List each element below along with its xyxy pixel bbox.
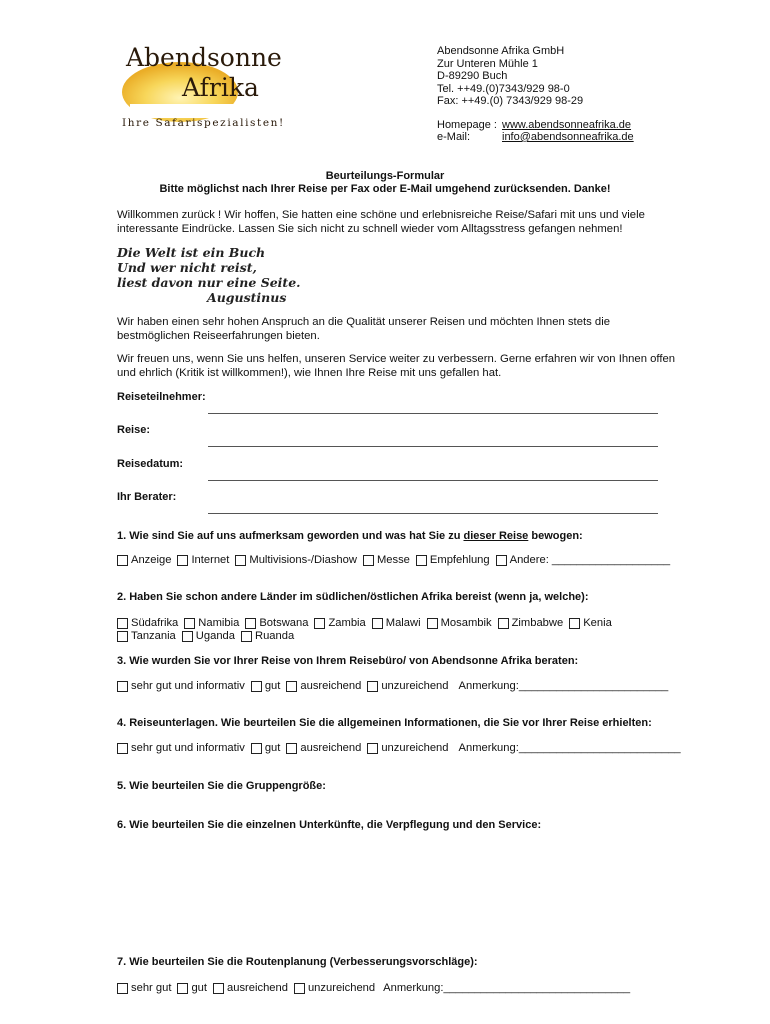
question-1-text: 1. Wie sind Sie auf uns aufmerksam geworden und was hat Sie zu: [117, 530, 464, 542]
checkbox[interactable]: [496, 555, 507, 566]
checkbox[interactable]: [182, 631, 193, 642]
question-6: 6. Wie beurteilen Sie die einzelnen Unterkünfte, die Verpflegung und den Service:: [117, 819, 542, 831]
option-item[interactable]: [117, 680, 245, 692]
option-label: Malawi: [385, 617, 421, 629]
option-label: Uganda: [195, 630, 235, 642]
checkbox[interactable]: [286, 743, 297, 754]
advisor-label: Ihr Berater:: [117, 491, 177, 503]
option-label: sehr gut und informativ: [131, 680, 245, 692]
sunset-logo-icon: [110, 34, 300, 134]
company-city: D-89290 Buch: [437, 70, 508, 82]
option-label: gut: [191, 982, 207, 994]
option-label: unzureichend: [307, 982, 376, 994]
question-3-remark[interactable]: Anmerkung:________________________: [458, 680, 669, 692]
question-5: 5. Wie beurteilen Sie die Gruppengröße:: [117, 780, 326, 792]
option-label: Anzeige: [131, 554, 172, 566]
checkbox[interactable]: [498, 618, 509, 629]
option-item[interactable]: [498, 617, 564, 629]
checkbox[interactable]: [184, 618, 195, 629]
option-label: Botswana: [259, 617, 309, 629]
option-label: gut: [264, 742, 281, 754]
date-label: Reisedatum:: [117, 458, 184, 470]
option-item[interactable]: [367, 742, 448, 754]
option-item[interactable]: [177, 982, 207, 994]
option-item[interactable]: [182, 630, 235, 642]
checkbox[interactable]: [241, 631, 252, 642]
question-3: 3. Wie wurden Sie vor Ihrer Reise von Ihrem Reisebüro/ von Abendsonne Afrika beraten:: [117, 655, 579, 667]
question-2-options-row-2: [117, 630, 300, 642]
option-item[interactable]: [241, 630, 294, 642]
checkbox[interactable]: [427, 618, 438, 629]
option-item[interactable]: [213, 982, 288, 994]
option-label: Zimbabwe: [511, 617, 564, 629]
checkbox[interactable]: [117, 681, 128, 692]
option-label: gut: [264, 680, 281, 692]
question-2-options-row-1: [117, 617, 618, 629]
checkbox[interactable]: [372, 618, 383, 629]
company-logo: [110, 34, 300, 134]
option-label: Zambia: [328, 617, 366, 629]
checkbox[interactable]: [286, 681, 297, 692]
question-1-underlined: dieser Reise: [463, 530, 529, 542]
checkbox[interactable]: [117, 555, 128, 566]
checkbox[interactable]: [569, 618, 580, 629]
company-fax: Fax: ++49.(0) 7343/929 98-29: [437, 95, 584, 107]
help-paragraph: Wir freuen uns, wenn Sie uns helfen, unseren Service weiter zu verbessern. Gerne erfahren wir von Ihnen offen und ehrlich (Kritik ist willkommen!), wie Ihnen Ihre Reise mit uns gefallen hat.: [117, 353, 676, 379]
welcome-paragraph: Willkommen zurück ! Wir hoffen, Sie hatten eine schöne und erlebnisreiche Reise/Safari mit uns und viele interessante Eindrücke. Lassen Sie sich nicht zu schnell wieder vom Alltagsstress gefangen nehmen!: [117, 209, 645, 235]
option-item[interactable]: [117, 742, 245, 754]
trip-field[interactable]: [208, 446, 658, 447]
quality-paragraph: Wir haben einen sehr hohen Anspruch an die Qualität unserer Reisen und möchten Ihnen stets die bestmöglichen Reiseerfahrungen bieten.: [117, 316, 610, 342]
question-4-remark[interactable]: Anmerkung:__________________________: [458, 742, 681, 754]
checkbox[interactable]: [117, 631, 128, 642]
option-item[interactable]: [496, 554, 671, 566]
option-label: Südafrika: [131, 617, 179, 629]
quote-line-3: liest davon nur eine Seite.: [117, 275, 301, 290]
option-item[interactable]: [427, 617, 492, 629]
option-item[interactable]: [367, 680, 448, 692]
advisor-field[interactable]: [208, 513, 658, 514]
quote-author: Augustinus: [207, 290, 287, 305]
checkbox[interactable]: [363, 555, 374, 566]
checkbox[interactable]: [117, 743, 128, 754]
option-label: unzureichend: [381, 742, 449, 754]
option-label: Andere: ___________________: [509, 554, 671, 566]
option-item[interactable]: [251, 742, 281, 754]
participant-field[interactable]: [208, 413, 658, 414]
question-7: 7. Wie beurteilen Sie die Routenplanung (Verbesserungsvorschläge):: [117, 956, 478, 968]
option-label: Multivisions-/Diashow: [249, 554, 357, 566]
option-label: Messe: [376, 554, 410, 566]
checkbox[interactable]: [117, 983, 128, 994]
option-label: Tanzania: [131, 630, 176, 642]
email-label: e-Mail:: [437, 131, 471, 143]
option-label: Kenia: [583, 617, 612, 629]
question-7-options: [117, 982, 630, 994]
option-label: Mosambik: [440, 617, 492, 629]
checkbox[interactable]: [367, 681, 378, 692]
option-item[interactable]: [416, 554, 490, 566]
question-2: 2. Haben Sie schon andere Länder im südlichen/östlichen Afrika bereist (wenn ja, welche):: [117, 591, 589, 603]
checkbox[interactable]: [117, 618, 128, 629]
question-1-options: [117, 554, 676, 566]
option-label: Ruanda: [255, 630, 295, 642]
option-label: Empfehlung: [429, 554, 490, 566]
trip-label: Reise:: [117, 424, 151, 436]
company-name: Abendsonne Afrika GmbH: [437, 45, 565, 57]
option-label: sehr gut: [131, 982, 172, 994]
checkbox[interactable]: [416, 555, 427, 566]
option-item[interactable]: [117, 630, 176, 642]
company-tel: Tel. ++49.(0)7343/929 98-0: [437, 82, 570, 95]
option-label: Namibia: [198, 617, 240, 629]
checkbox[interactable]: [314, 618, 325, 629]
option-item[interactable]: [363, 554, 410, 566]
email-link[interactable]: info@abendsonneafrika.de: [502, 131, 634, 143]
option-item[interactable]: [117, 982, 171, 994]
quote: [117, 245, 301, 305]
checkbox[interactable]: [213, 983, 224, 994]
option-label: ausreichend: [300, 742, 362, 754]
form-title: Beurteilungs-Formular: [325, 170, 445, 182]
logo-word-1: Abendsonne: [126, 43, 282, 72]
question-7-remark[interactable]: Anmerkung:______________________________: [383, 982, 631, 994]
question-3-options: [117, 680, 668, 692]
quote-line-2: Und wer nicht reist,: [117, 260, 257, 275]
logo-word-2: Afrika: [182, 73, 259, 102]
option-label: sehr gut und informativ: [131, 742, 245, 754]
option-label: unzureichend: [381, 680, 449, 692]
checkbox[interactable]: [245, 618, 256, 629]
question-1-end: bewogen:: [528, 530, 583, 542]
checkbox[interactable]: [177, 983, 188, 994]
question-1: [117, 530, 583, 542]
checkbox[interactable]: [235, 555, 246, 566]
option-item[interactable]: [372, 617, 421, 629]
checkbox[interactable]: [251, 743, 262, 754]
option-item[interactable]: [286, 742, 361, 754]
participant-label: Reiseteilnehmer:: [117, 391, 206, 403]
option-item[interactable]: [177, 554, 229, 566]
option-item[interactable]: [235, 554, 357, 566]
company-address: [437, 45, 634, 144]
option-label: Internet: [191, 554, 230, 566]
checkbox[interactable]: [367, 743, 378, 754]
homepage-label: Homepage :: [437, 118, 497, 131]
checkbox[interactable]: [177, 555, 188, 566]
checkbox[interactable]: [294, 983, 305, 994]
option-item[interactable]: [117, 554, 171, 566]
option-item[interactable]: [245, 617, 308, 629]
option-item[interactable]: [184, 617, 239, 629]
form-subtitle: Bitte möglichst nach Ihrer Reise per Fax oder E-Mail umgehend zurücksenden. Danke!: [159, 183, 611, 195]
option-item[interactable]: [314, 617, 365, 629]
date-field[interactable]: [208, 480, 658, 481]
question-4: 4. Reiseunterlagen. Wie beurteilen Sie die allgemeinen Informationen, die Sie vor Ihrer Reise erhielten:: [117, 717, 652, 729]
logo-tagline: Ihre Safarispezialisten!: [122, 117, 285, 129]
question-4-options: [117, 742, 681, 754]
option-item[interactable]: [294, 982, 375, 994]
checkbox[interactable]: [251, 681, 262, 692]
option-item[interactable]: [117, 617, 178, 629]
option-item[interactable]: [569, 617, 612, 629]
option-label: ausreichend: [300, 680, 362, 692]
homepage-link[interactable]: www.abendsonneafrika.de: [502, 118, 632, 131]
company-street: Zur Unteren Mühle 1: [437, 57, 538, 70]
option-label: ausreichend: [227, 982, 288, 994]
option-item[interactable]: [286, 680, 361, 692]
option-item[interactable]: [251, 680, 281, 692]
quote-line-1: Die Welt ist ein Buch: [117, 245, 266, 260]
